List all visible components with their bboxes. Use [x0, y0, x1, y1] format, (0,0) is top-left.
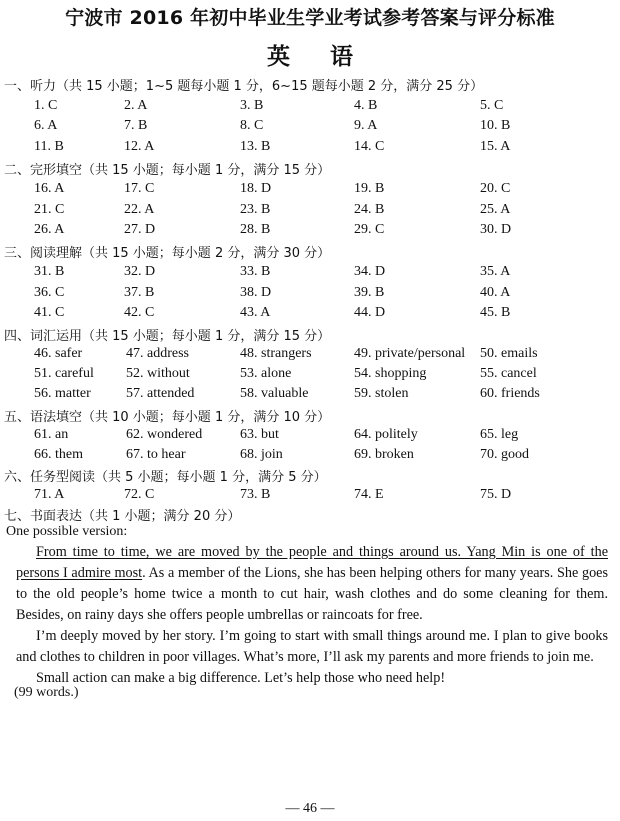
section-heading-grammar: 五、语法填空（共 10 小题；每小题 1 分，满分 10 分）: [4, 410, 331, 425]
answer-item: 72. C: [124, 487, 155, 502]
answer-item: 26. A: [34, 222, 65, 237]
answer-item: 62. wondered: [126, 427, 203, 442]
section-heading-writing: 七、书面表达（共 1 小题；满分 20 分）: [4, 509, 241, 524]
answer-item: 13. B: [240, 139, 271, 154]
answer-item: 21. C: [34, 202, 65, 217]
answer-item: 73. B: [240, 487, 271, 502]
answer-item: 58. valuable: [240, 386, 309, 401]
answer-item: 1. C: [34, 98, 58, 113]
answer-item: 50. emails: [480, 346, 538, 361]
answer-item: 54. shopping: [354, 366, 427, 381]
answer-item: 2. A: [124, 98, 148, 113]
answer-item: 9. A: [354, 118, 378, 133]
answer-item: 16. A: [34, 181, 65, 196]
answer-item: 18. D: [240, 181, 272, 196]
answer-item: 31. B: [34, 264, 65, 279]
answer-item: 22. A: [124, 202, 155, 217]
answer-item: 11. B: [34, 139, 64, 154]
answer-item: 56. matter: [34, 386, 91, 401]
answer-item: 37. B: [124, 285, 155, 300]
answer-item: 65. leg: [480, 427, 519, 442]
answer-row: [0, 264, 620, 283]
answer-item: 28. B: [240, 222, 271, 237]
subject-title: 英语: [267, 44, 393, 70]
answer-row: [0, 366, 620, 385]
answer-row: [0, 118, 620, 137]
answer-row: [0, 139, 620, 158]
answer-row: [0, 202, 620, 221]
answer-item: 19. B: [354, 181, 385, 196]
answer-item: 29. C: [354, 222, 385, 237]
sample-essay: [16, 542, 608, 689]
answer-item: 45. B: [480, 305, 511, 320]
answer-row: [0, 427, 620, 446]
answer-item: 42. C: [124, 305, 155, 320]
answer-item: 20. C: [480, 181, 511, 196]
section-heading-cloze: 二、完形填空（共 15 小题；每小题 1 分，满分 15 分）: [4, 163, 331, 178]
section-heading-listening: 一、听力（共 15 小题；1~5 题每小题 1 分，6~15 题每小题 2 分，满分 25 分）: [4, 79, 484, 94]
answer-item: 6. A: [34, 118, 58, 133]
answer-item: 39. B: [354, 285, 385, 300]
answer-item: 38. D: [240, 285, 272, 300]
answer-item: 3. B: [240, 98, 264, 113]
answer-row: [0, 487, 620, 506]
word-count: (99 words.): [14, 685, 79, 700]
answer-item: 57. attended: [126, 386, 195, 401]
answer-item: 55. cancel: [480, 366, 537, 381]
answer-item: 33. B: [240, 264, 271, 279]
answer-item: 60. friends: [480, 386, 540, 401]
answer-item: 4. B: [354, 98, 378, 113]
answer-item: 52. without: [126, 366, 190, 381]
answer-item: 43. A: [240, 305, 271, 320]
answer-item: 12. A: [124, 139, 155, 154]
answer-item: 14. C: [354, 139, 385, 154]
section-heading-task-reading: 六、任务型阅读（共 5 小题；每小题 1 分，满分 5 分）: [4, 470, 327, 485]
answer-row: [0, 447, 620, 466]
answer-item: 25. A: [480, 202, 511, 217]
answer-item: 53. alone: [240, 366, 292, 381]
answer-item: 70. good: [480, 447, 529, 462]
answer-item: 75. D: [480, 487, 512, 502]
page-number: — 46 —: [285, 801, 335, 816]
answer-item: 17. C: [124, 181, 155, 196]
answer-item: 64. politely: [354, 427, 418, 442]
answer-item: 41. C: [34, 305, 65, 320]
answer-item: 74. E: [354, 487, 384, 502]
answer-item: 61. an: [34, 427, 69, 442]
essay-intro: One possible version:: [6, 524, 128, 539]
answer-item: 48. strangers: [240, 346, 312, 361]
answer-item: 10. B: [480, 118, 511, 133]
answer-item: 63. but: [240, 427, 279, 442]
answer-item: 5. C: [480, 98, 504, 113]
answer-item: 7. B: [124, 118, 148, 133]
answer-item: 23. B: [240, 202, 271, 217]
answer-item: 36. C: [34, 285, 65, 300]
section-heading-reading: 三、阅读理解（共 15 小题；每小题 2 分，满分 30 分）: [4, 246, 331, 261]
essay-paragraph-3: Small action can make a big difference. Let’s help those who need help!: [36, 670, 446, 686]
answer-item: 27. D: [124, 222, 156, 237]
answer-item: 46. safer: [34, 346, 83, 361]
answer-item: 44. D: [354, 305, 386, 320]
answer-item: 34. D: [354, 264, 386, 279]
answer-item: 8. C: [240, 118, 264, 133]
answer-item: 51. careful: [34, 366, 94, 381]
answer-row: [0, 222, 620, 241]
section-heading-vocabulary: 四、词汇运用（共 15 小题；每小题 1 分，满分 15 分）: [4, 329, 331, 344]
answer-row: [0, 98, 620, 117]
essay-paragraph-1-rest: . As a member of the Lions, she has been helping others for many years. She goes to the old people’s home twice a month to cut hair, wash clothes and do some cleaning for them. Besides, on rainy days she offers people umbrellas or raincoats for free.: [16, 565, 608, 623]
answer-item: 40. A: [480, 285, 511, 300]
answer-item: 67. to hear: [126, 447, 186, 462]
answer-item: 71. A: [34, 487, 65, 502]
answer-item: 32. D: [124, 264, 156, 279]
answer-item: 47. address: [126, 346, 189, 361]
answer-item: 35. A: [480, 264, 511, 279]
answer-row: [0, 181, 620, 200]
answer-item: 30. D: [480, 222, 512, 237]
answer-item: 24. B: [354, 202, 385, 217]
answer-item: 15. A: [480, 139, 511, 154]
essay-paragraph-2: I’m deeply moved by her story. I’m going to start with small things around me. I plan to give books and clothes to children in poor villages. What’s more, I’ll ask my parents and more friends to join me.: [16, 628, 608, 665]
essay-underlined-sentence: From time to time, we are moved by the people and things around us. Yang Min is one of the persons I admire most: [16, 544, 608, 581]
document-title: 宁波市 2016 年初中毕业生学业考试参考答案与评分标准: [65, 7, 555, 29]
answer-item: 68. join: [240, 447, 283, 462]
answer-item: 59. stolen: [354, 386, 409, 401]
essay-paragraph-1: [16, 542, 608, 626]
answer-row: [0, 305, 620, 324]
answer-row: [0, 285, 620, 304]
answer-item: 66. them: [34, 447, 83, 462]
answer-item: 69. broken: [354, 447, 414, 462]
answer-item: 49. private/personal: [354, 346, 466, 361]
answer-row: [0, 346, 620, 365]
answer-row: [0, 386, 620, 405]
